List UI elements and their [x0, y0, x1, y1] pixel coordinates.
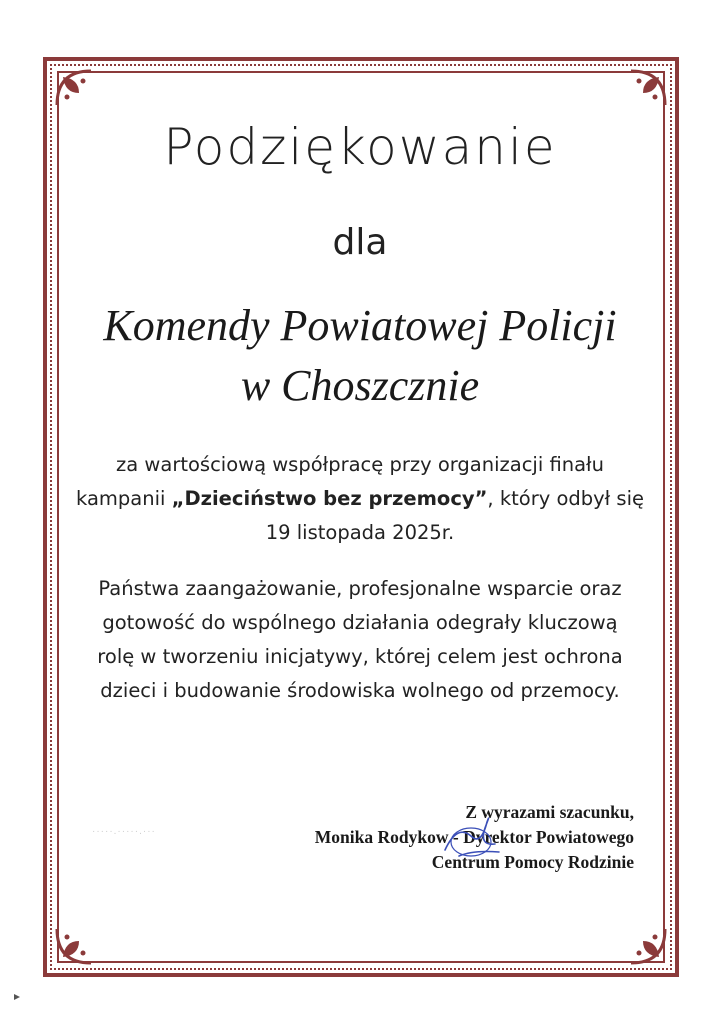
paragraph-line: dzieci i budowanie środowiska wolnego od przemocy. — [100, 679, 620, 702]
event-date: 19 listopada 2025r. — [265, 521, 455, 544]
paragraph-line: za wartościową współpracę przy organizacji finału — [116, 453, 604, 476]
paragraph-text: , który odbył się — [487, 487, 644, 510]
paragraph-line — [70, 482, 650, 516]
closing-line: Z wyrazami szacunku, — [465, 802, 634, 822]
paragraph-line: rolę w tworzeniu inicjatywy, której celem jest ochrona — [97, 645, 623, 668]
faint-stamp-mark: ·····.·····.··· — [92, 826, 156, 837]
thanks-paragraph — [70, 448, 650, 550]
signatory-line: Monika Rodykow - Dyrektor Powiatowego — [314, 827, 634, 847]
certificate-title: Podziękowanie — [163, 118, 557, 176]
paragraph-line: Państwa zaangażowanie, profesjonalne wsparcie oraz — [98, 577, 622, 600]
corner-ornament-icon — [45, 59, 103, 117]
recipient-name — [0, 296, 720, 416]
handwritten-signature — [437, 806, 507, 864]
recipient-line-1: Komendy Powiatowej Policji — [103, 301, 617, 350]
appreciation-paragraph — [70, 572, 650, 708]
corner-ornament-icon — [619, 917, 677, 975]
campaign-name: „Dzieciństwo bez przemocy” — [171, 487, 488, 510]
scan-mark-icon — [14, 994, 20, 1000]
certificate-for-word: dla — [332, 222, 388, 263]
institution-line: Centrum Pomocy Rodzinie — [431, 852, 634, 872]
corner-ornament-icon — [45, 917, 103, 975]
paragraph-text: kampanii — [76, 487, 172, 510]
recipient-line-2: w Choszcznie — [240, 361, 480, 410]
corner-ornament-icon — [619, 59, 677, 117]
paragraph-line: gotowość do wspólnego działania odegrały kluczową — [102, 611, 618, 634]
